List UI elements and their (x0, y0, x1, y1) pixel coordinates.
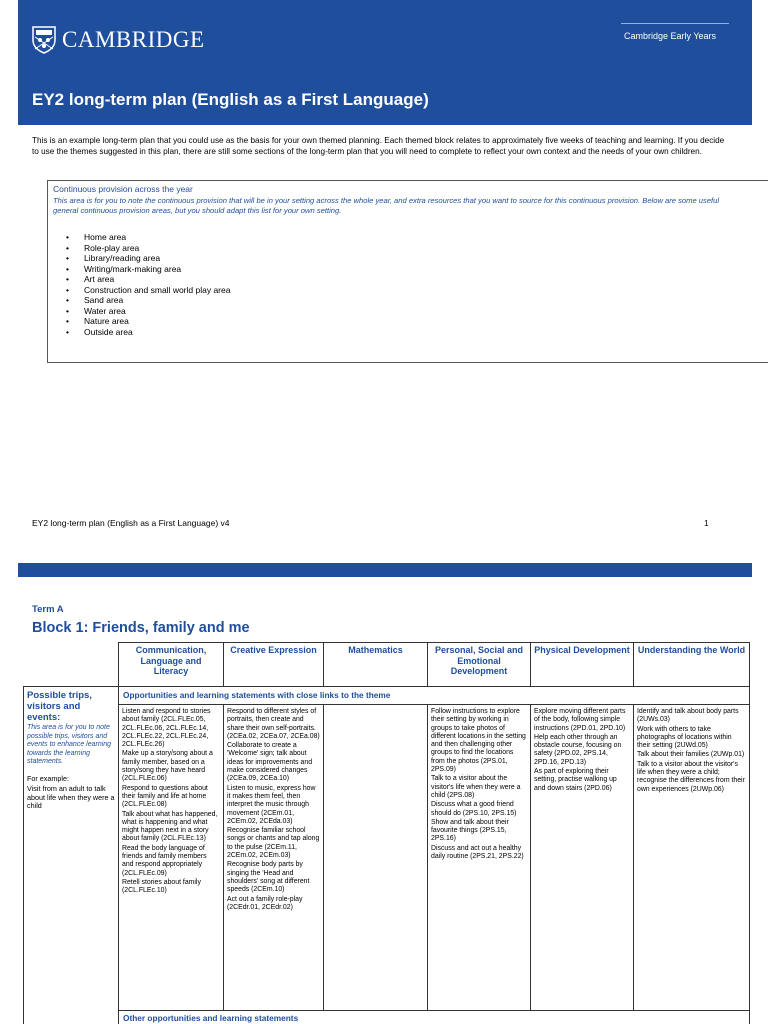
continuous-provision-description: This area is for you to note the continuous provision that will be in your setting across the whole year, and extra resources that you want to source for this continuous provision. Below are some useful general continuous provision areas, but you should adapt this list for your own setting. (53, 196, 720, 215)
list-item: • Library/reading area (66, 253, 230, 264)
close-links-content-row (24, 705, 750, 1011)
list-item: Talk about what has happened, what is happening and what might happen next in a story about family (2CL.FLEc.13) (122, 810, 218, 843)
list-item: • Water area (66, 306, 230, 317)
term-label: Term A (32, 604, 64, 615)
column-header: Communication, Language and Literacy (119, 643, 224, 687)
other-opportunities-heading: Other opportunities and learning statements (119, 1011, 750, 1024)
other-opportunities-row (24, 1011, 750, 1024)
intro-paragraph: This is an example long-term plan that you could use as the basis for your own themed planning. Each themed block relates to approximately five weeks of teaching and learning. If you decide to use the themes suggested in this plan, there are still some sections of the long-term plan that you will need to complete to reflect your own context and the needs of your own children. (32, 136, 725, 156)
list-item: • Construction and small world play area (66, 285, 230, 296)
list-item: Talk to a visitor about the visitor's life when they were a child; recognise the differences from their own experiences (2UWp.06) (637, 760, 745, 793)
list-item: Act out a family role-play (2CEdr.01, 2CEdr.02) (227, 895, 303, 911)
column-header: Creative Expression (224, 643, 324, 687)
list-item: Respond to different styles of portraits, then create and share their own self-portraits. (2CEa.02, 2CEa.07, 2CEa.08) (227, 708, 320, 740)
close-links-heading: Opportunities and learning statements with close links to the theme (119, 687, 750, 705)
maths-cell (324, 705, 428, 1011)
list-item: Discuss what a good friend should do (2PS.10, 2PS.15) (431, 801, 517, 817)
page-title: EY2 long-term plan (English as a First Language) (32, 90, 429, 109)
list-item: Help each other through an obstacle course, focusing on safety (2PD.02, 2PS.14, 2PD.16, 2PD.13) (534, 733, 622, 766)
physical-cell (531, 705, 634, 1011)
psed-cell (428, 705, 531, 1011)
list-item: Listen and respond to stories about family (2CL.FLEc.05, 2CL.FLEc.06, 2CL.FLEc.14, 2CL.FLEc.22, 2CL.FLEc.24, 2CL.FLEc.26) (122, 708, 211, 749)
list-item: Identify and talk about body parts (2UWs.03) (637, 708, 739, 724)
list-item: Explore moving different parts of the body, following simple instructions (2PD.01, 2PD.10) (534, 708, 626, 732)
block-title: Block 1: Friends, family and me (32, 620, 250, 636)
trips-description: This area is for you to note possible trips, visitors and events to enhance learning towards the learning statements. (27, 724, 112, 765)
list-item: • Outside area (66, 327, 230, 338)
list-item: Follow instructions to explore their setting by working in groups to take photos of different locations in the setting and then challenging other groups to find the locations from the photos (2PS.01, 2PS.09) (431, 708, 526, 774)
column-header: Physical Development (531, 643, 634, 687)
empty-corner-cell (24, 643, 119, 687)
list-item: Recognise body parts by singing the 'Head and shoulders' song at different speeds (2CEm.10) (227, 861, 310, 894)
cambridge-logo (32, 26, 205, 54)
list-item: Recognise familiar school songs or chants and tap along to the pulse (2CEm.11, 2CEm.02, 2CEm.03) (227, 827, 320, 860)
example-text: Visit from an adult to talk about life when they were a child (27, 784, 115, 811)
list-item: Read the body language of friends and family members and respond appropriately (2CL.FLEc.09) (122, 844, 207, 877)
page2-banner (18, 563, 752, 577)
list-item: Discuss and act out a healthy daily routine (2PS.21, 2PS.22) (431, 844, 524, 861)
provision-area-list (66, 232, 230, 337)
list-item: Respond to questions about their family and life at home (2CL.FLEc.08) (122, 784, 208, 809)
list-item: Make up a story/song about a family member, based on a story/song they have heard (2CL.FLEc.06) (122, 750, 213, 783)
list-item: • Role-play area (66, 243, 230, 254)
example-label: For example: (27, 773, 69, 783)
list-item: As part of exploring their setting, practise walking up and down stairs (2PD.06) (534, 768, 617, 792)
column-header: Mathematics (324, 643, 428, 687)
column-header-row (24, 643, 750, 687)
close-links-heading-row (24, 687, 750, 705)
trips-title: Possible trips, visitors and events: (27, 690, 92, 723)
column-header: Personal, Social and Emotional Development (428, 643, 531, 687)
footer-doc-name: EY2 long-term plan (English as a First Language) v4 (32, 518, 230, 528)
list-item: • Home area (66, 232, 230, 243)
long-term-plan-table (23, 642, 750, 1024)
list-item: Talk to a visitor about the visitor's life when they were a child (2PS.08) (431, 775, 521, 799)
list-item: • Sand area (66, 295, 230, 306)
creative-cell (224, 705, 324, 1011)
header-rule (621, 23, 729, 24)
list-item: Work with others to take photographs of locations within their setting (2UWd.05) (637, 725, 732, 750)
cll-cell (119, 705, 224, 1011)
list-item: • Nature area (66, 316, 230, 327)
list-item: Collaborate to create a 'Welcome' sign; talk about ideas for improvements and make considered changes (2CEa.09, 2CEa.10) (227, 742, 313, 783)
logo-text: CAMBRIDGE (62, 27, 205, 52)
list-item: • Art area (66, 274, 230, 285)
list-item: Listen to music, express how it makes them feel, then interpret the music through movement (2CEm.01, 2CEm.02, 2CEda.03) (227, 784, 316, 825)
list-item: Talk about their families (2UWp.01) (637, 751, 745, 759)
continuous-provision-box (47, 180, 768, 363)
early-years-label: Cambridge Early Years (624, 31, 717, 41)
list-item: Show and talk about their favourite things (2PS.15, 2PS.16) (431, 818, 509, 843)
list-item: Retell stories about family (2CL.FLEc.10) (122, 878, 201, 895)
continuous-provision-title: Continuous provision across the year (53, 184, 193, 194)
utw-cell (634, 705, 750, 1011)
column-header: Understanding the World (634, 643, 750, 687)
crest-icon (32, 26, 56, 54)
footer-page-number: 1 (704, 518, 709, 528)
list-item: • Writing/mark-making area (66, 264, 230, 275)
trips-visitors-cell (24, 687, 119, 1024)
